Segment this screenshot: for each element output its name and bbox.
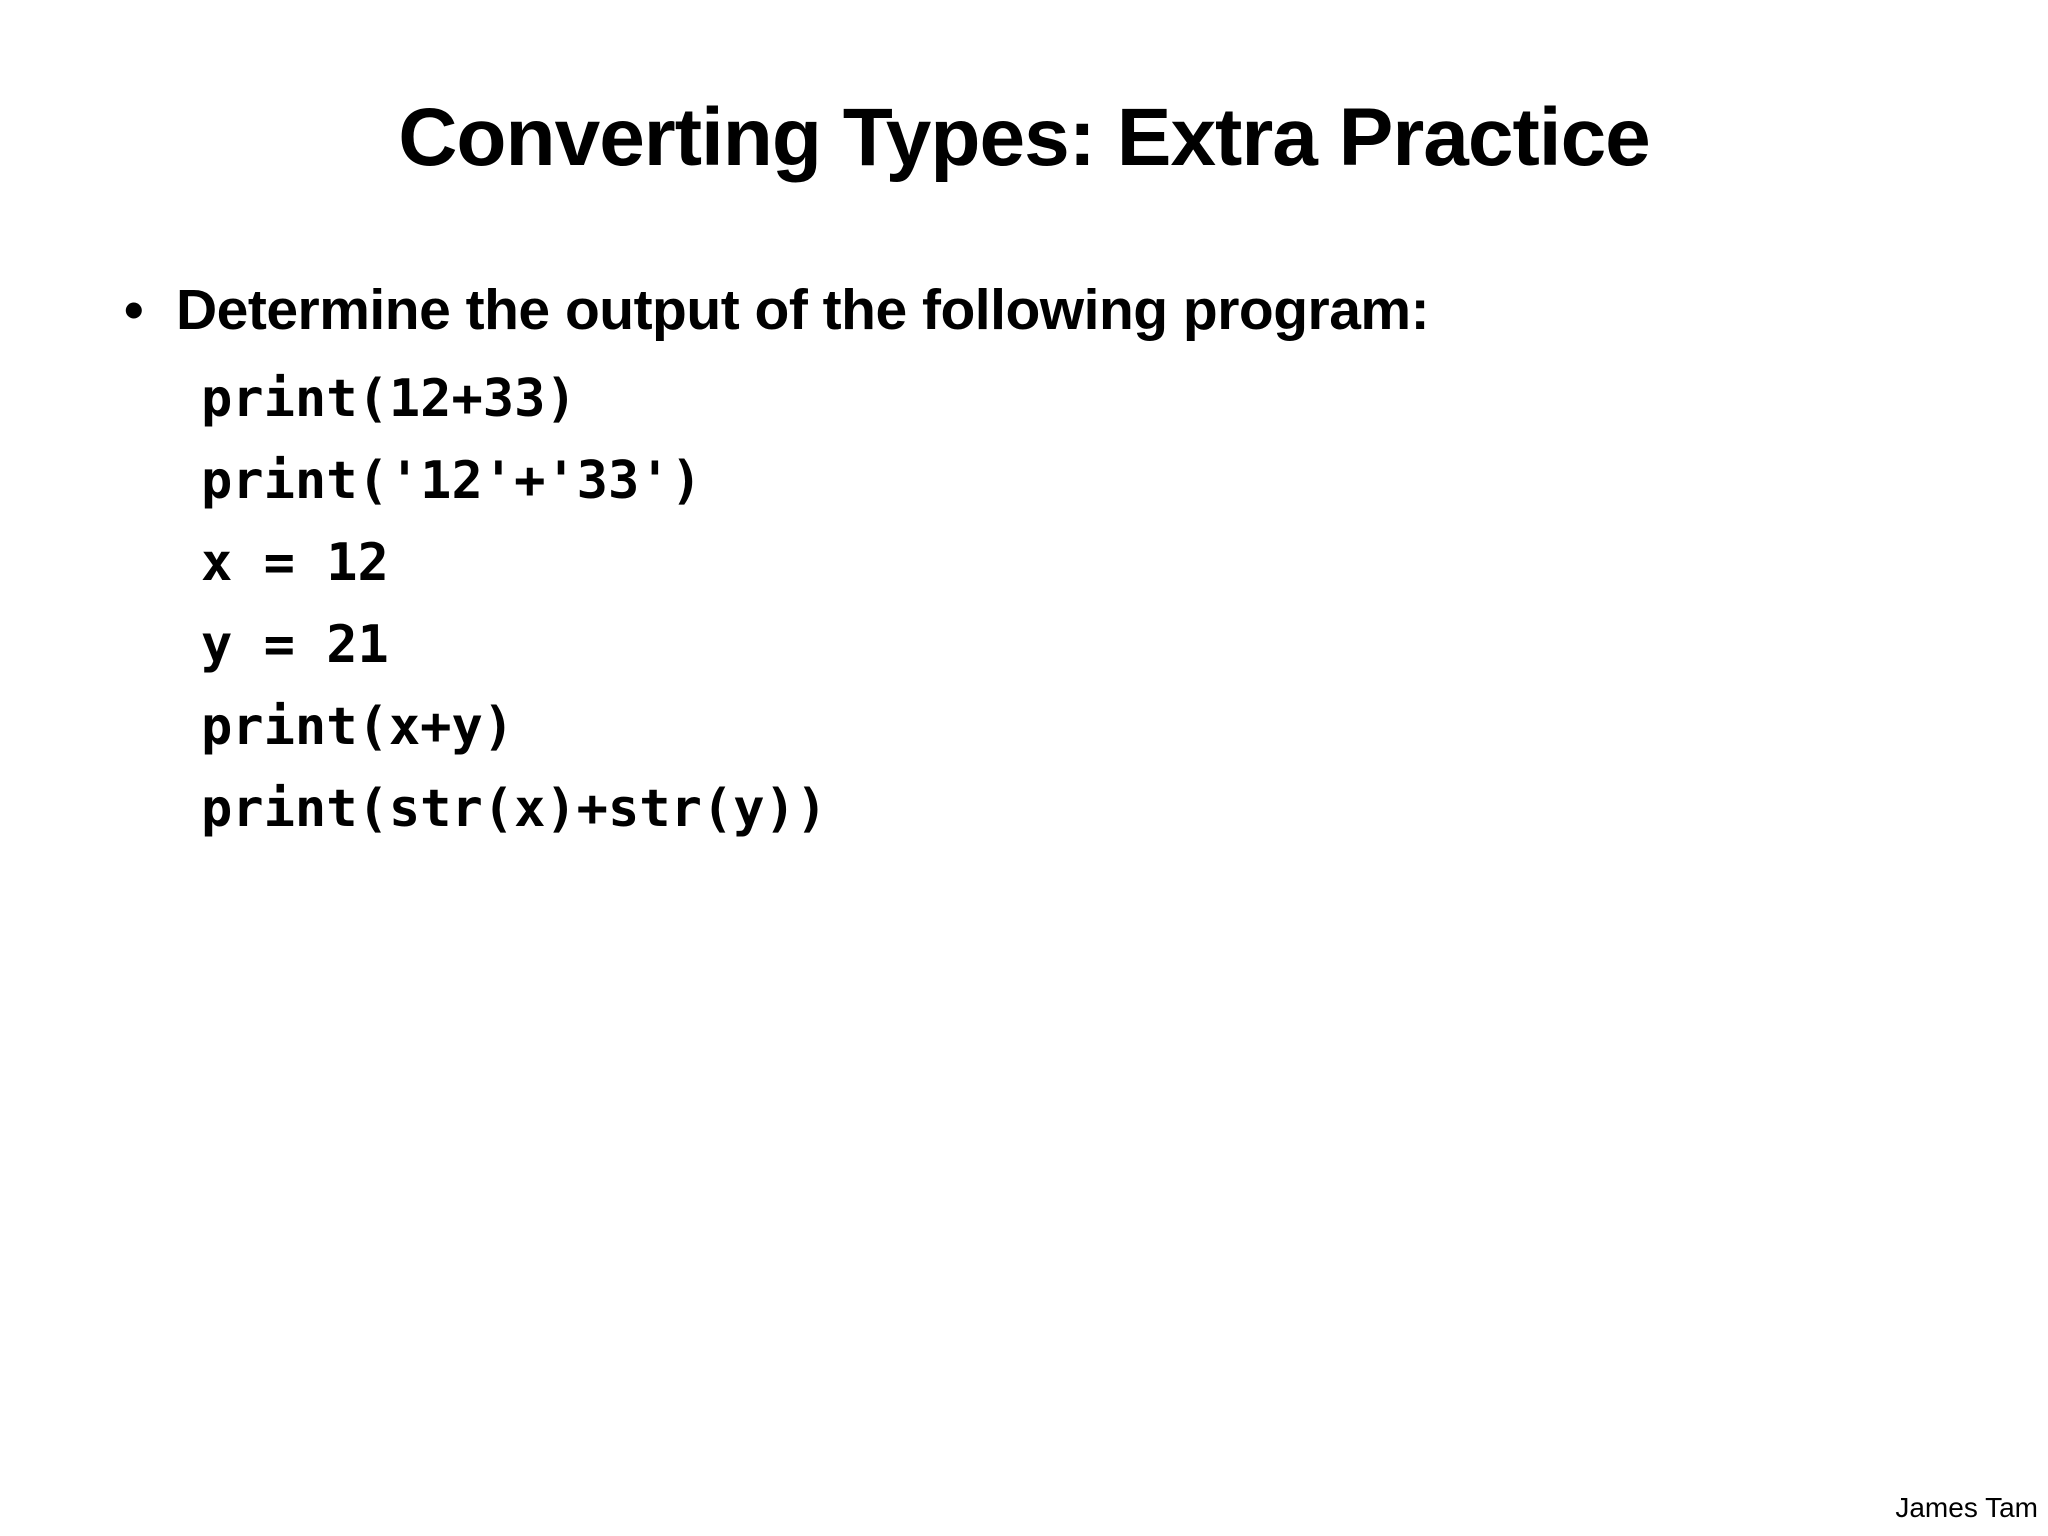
code-line: print(x+y) <box>201 697 515 757</box>
code-block <box>201 358 827 850</box>
code-line: print('12'+'33') <box>201 451 702 511</box>
bullet-icon: • <box>124 278 144 341</box>
code-line: x = 12 <box>201 533 389 593</box>
bullet-text: Determine the output of the following program: <box>176 278 1430 342</box>
author-footer: James Tam <box>1895 1492 2038 1523</box>
code-line: y = 21 <box>201 615 389 675</box>
bullet-item <box>124 270 1429 350</box>
slide-title: Converting Types: Extra Practice <box>398 92 1650 183</box>
code-line: print(str(x)+str(y)) <box>201 779 828 839</box>
code-line: print(12+33) <box>201 369 577 429</box>
